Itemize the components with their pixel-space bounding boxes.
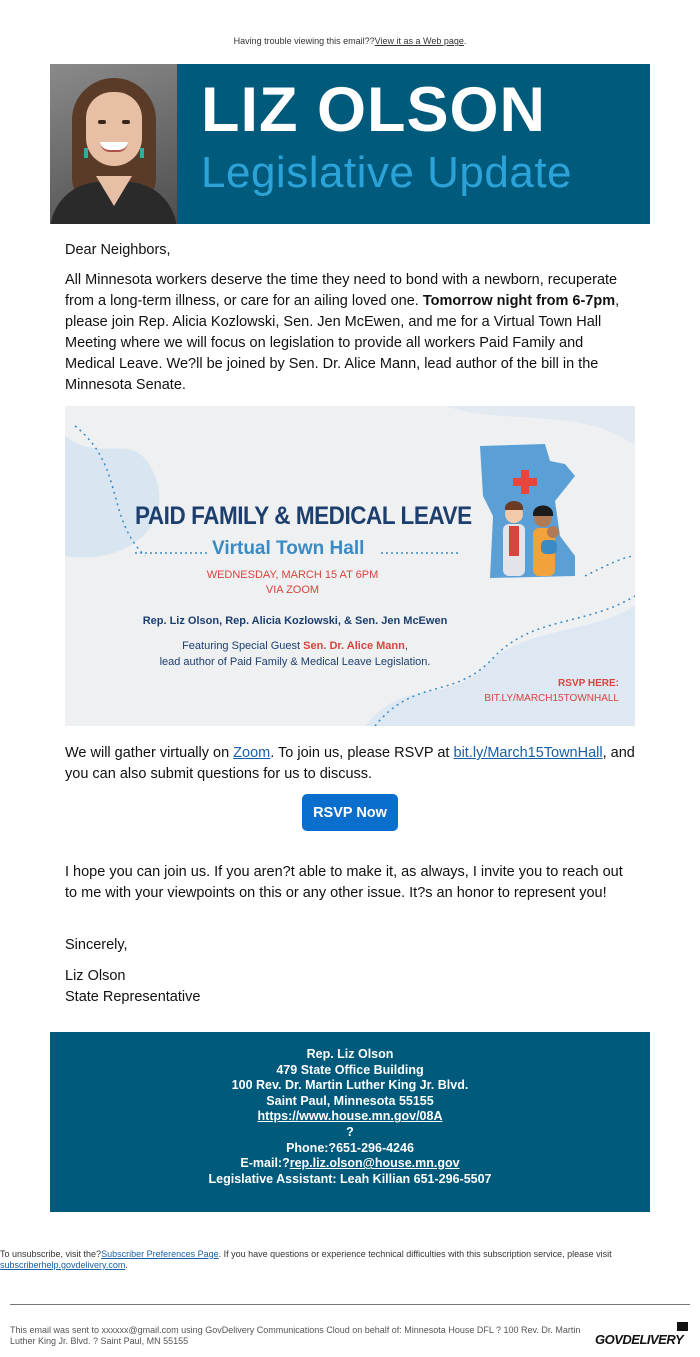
flyer-rsvp-label: RSVP HERE:: [558, 678, 619, 689]
intro-paragraph: [65, 270, 635, 396]
gather-text-3: , and you can also submit questions for us to discuss.: [65, 745, 635, 782]
signature-name: Liz Olson: [65, 968, 126, 984]
footer-street: 100 Rev. Dr. Martin Luther King Jr. Blvd.: [231, 1078, 469, 1093]
intro-text-2: , please join Rep. Alicia Kozlowski, Sen. Jen McEwen, and me for a Virtual Town Hall Meeting where we will focus on legislation to provide all workers Paid Family and Medical Leave. We?ll be joined by Sen. Dr. Alice Mann, lead author of the bill in the Minnesota Senate.: [65, 293, 620, 393]
flyer-via: VIA ZOOM: [265, 584, 320, 596]
footer-email-line: [50, 1156, 650, 1172]
envelope-icon: [677, 1322, 688, 1331]
flyer-rsvp-link: BIT.LY/MARCH15TOWNHALL: [484, 693, 619, 704]
rsvp-bitly-link[interactable]: bit.ly/March15TownHall: [453, 745, 603, 761]
flyer-featuring-pre: Featuring Special Guest: [182, 640, 304, 652]
flyer-featuring: [65, 640, 525, 652]
footer-city: Saint Paul, Minnesota 55155: [266, 1093, 434, 1108]
gather-text-2: . To join us, please RSVP at: [270, 745, 454, 761]
flyer-title: PAID FAMILY & MEDICAL LEAVE: [135, 502, 472, 530]
preheader: [0, 36, 700, 46]
minnesota-map-icon: [480, 444, 575, 578]
footer-office: 479 State Office Building: [276, 1062, 424, 1077]
closing-salutation: Sincerely,: [65, 937, 128, 953]
footer-spacer: ?: [346, 1124, 354, 1139]
flyer-lead-author: lead author of Paid Family & Medical Leave Legislation.: [159, 656, 431, 668]
footer-assistant: Legislative Assistant: Leah Killian 651-296-5507: [208, 1171, 492, 1186]
signature-title: State Representative: [65, 989, 201, 1005]
govdelivery-logo-text: GOVDELIVERY: [595, 1332, 684, 1347]
banner-title: LIZ OLSON: [201, 75, 546, 145]
unsub-text-1: To unsubscribe, visit the?: [0, 1249, 102, 1259]
unsub-text-2: . If you have questions or experience technical difficulties with this subscription service, please visit: [218, 1249, 612, 1259]
unsub-text-3: .: [125, 1260, 128, 1270]
footer-name: Rep. Liz Olson: [306, 1047, 394, 1061]
zoom-link[interactable]: Zoom: [233, 745, 271, 761]
rsvp-now-button[interactable]: RSVP Now: [302, 794, 398, 831]
preheader-text: Having trouble viewing this email??: [233, 36, 375, 46]
intro-text-1: All Minnesota workers deserve the time they need to bond with a newborn, recuperate from a long-term illness, or care for an ailing loved one.: [65, 272, 618, 309]
intro-bold-time: Tomorrow night from 6-7pm: [422, 293, 616, 309]
gather-paragraph: [65, 743, 635, 785]
footer-email-label: E-mail:?: [240, 1156, 290, 1171]
web-view-link[interactable]: View it as a Web page: [374, 36, 464, 46]
subscriber-help-link[interactable]: subscriberhelp.govdelivery.com: [0, 1260, 126, 1270]
flyer-subtitle: Virtual Town Hall: [212, 538, 365, 559]
flyer-date: WEDNESDAY, MARCH 15 AT 6PM: [206, 569, 379, 581]
flyer-guest-name: Sen. Dr. Alice Mann: [303, 640, 405, 652]
footer-phone: Phone:?651-296-4246: [286, 1140, 414, 1155]
govdelivery-logo[interactable]: [595, 1322, 690, 1350]
closing-paragraph: I hope you can join us. If you aren?t able to make it, as always, I invite you to reach out to me with your viewpoints on this or any other issue. It?s an honor to represent you!: [65, 864, 623, 901]
representative-photo: [50, 64, 177, 224]
contact-footer: [50, 1032, 650, 1212]
town-hall-flyer-image[interactable]: [65, 406, 635, 726]
unsubscribe-notice: [0, 1249, 700, 1271]
banner-subtitle: Legislative Update: [201, 148, 573, 197]
flyer-reps: Rep. Liz Olson, Rep. Alicia Kozlowski, & Sen. Jen McEwen: [142, 615, 448, 627]
banner-text: [177, 64, 650, 224]
preheader-suffix: .: [463, 36, 467, 46]
subscriber-preferences-link[interactable]: Subscriber Preferences Page: [101, 1249, 219, 1259]
sent-info: This email was sent to xxxxxx@gmail.com using GovDelivery Communications Cloud on behalf of: Minnesota House DFL ? 100 Rev. Dr. Martin Luther King Jr. Blvd. ? Saint Paul, MN 55155: [10, 1325, 581, 1346]
footer-divider: [10, 1304, 690, 1305]
greeting: Dear Neighbors,: [65, 242, 171, 258]
footer-website-link[interactable]: https://www.house.mn.gov/08A: [257, 1109, 443, 1124]
gather-text-1: We will gather virtually on: [65, 745, 234, 761]
flyer-graphics: [65, 406, 635, 726]
header-banner: [50, 64, 650, 224]
flyer-featuring-post: ,: [404, 640, 408, 652]
footer-email-link[interactable]: rep.liz.olson@house.mn.gov: [289, 1156, 460, 1171]
